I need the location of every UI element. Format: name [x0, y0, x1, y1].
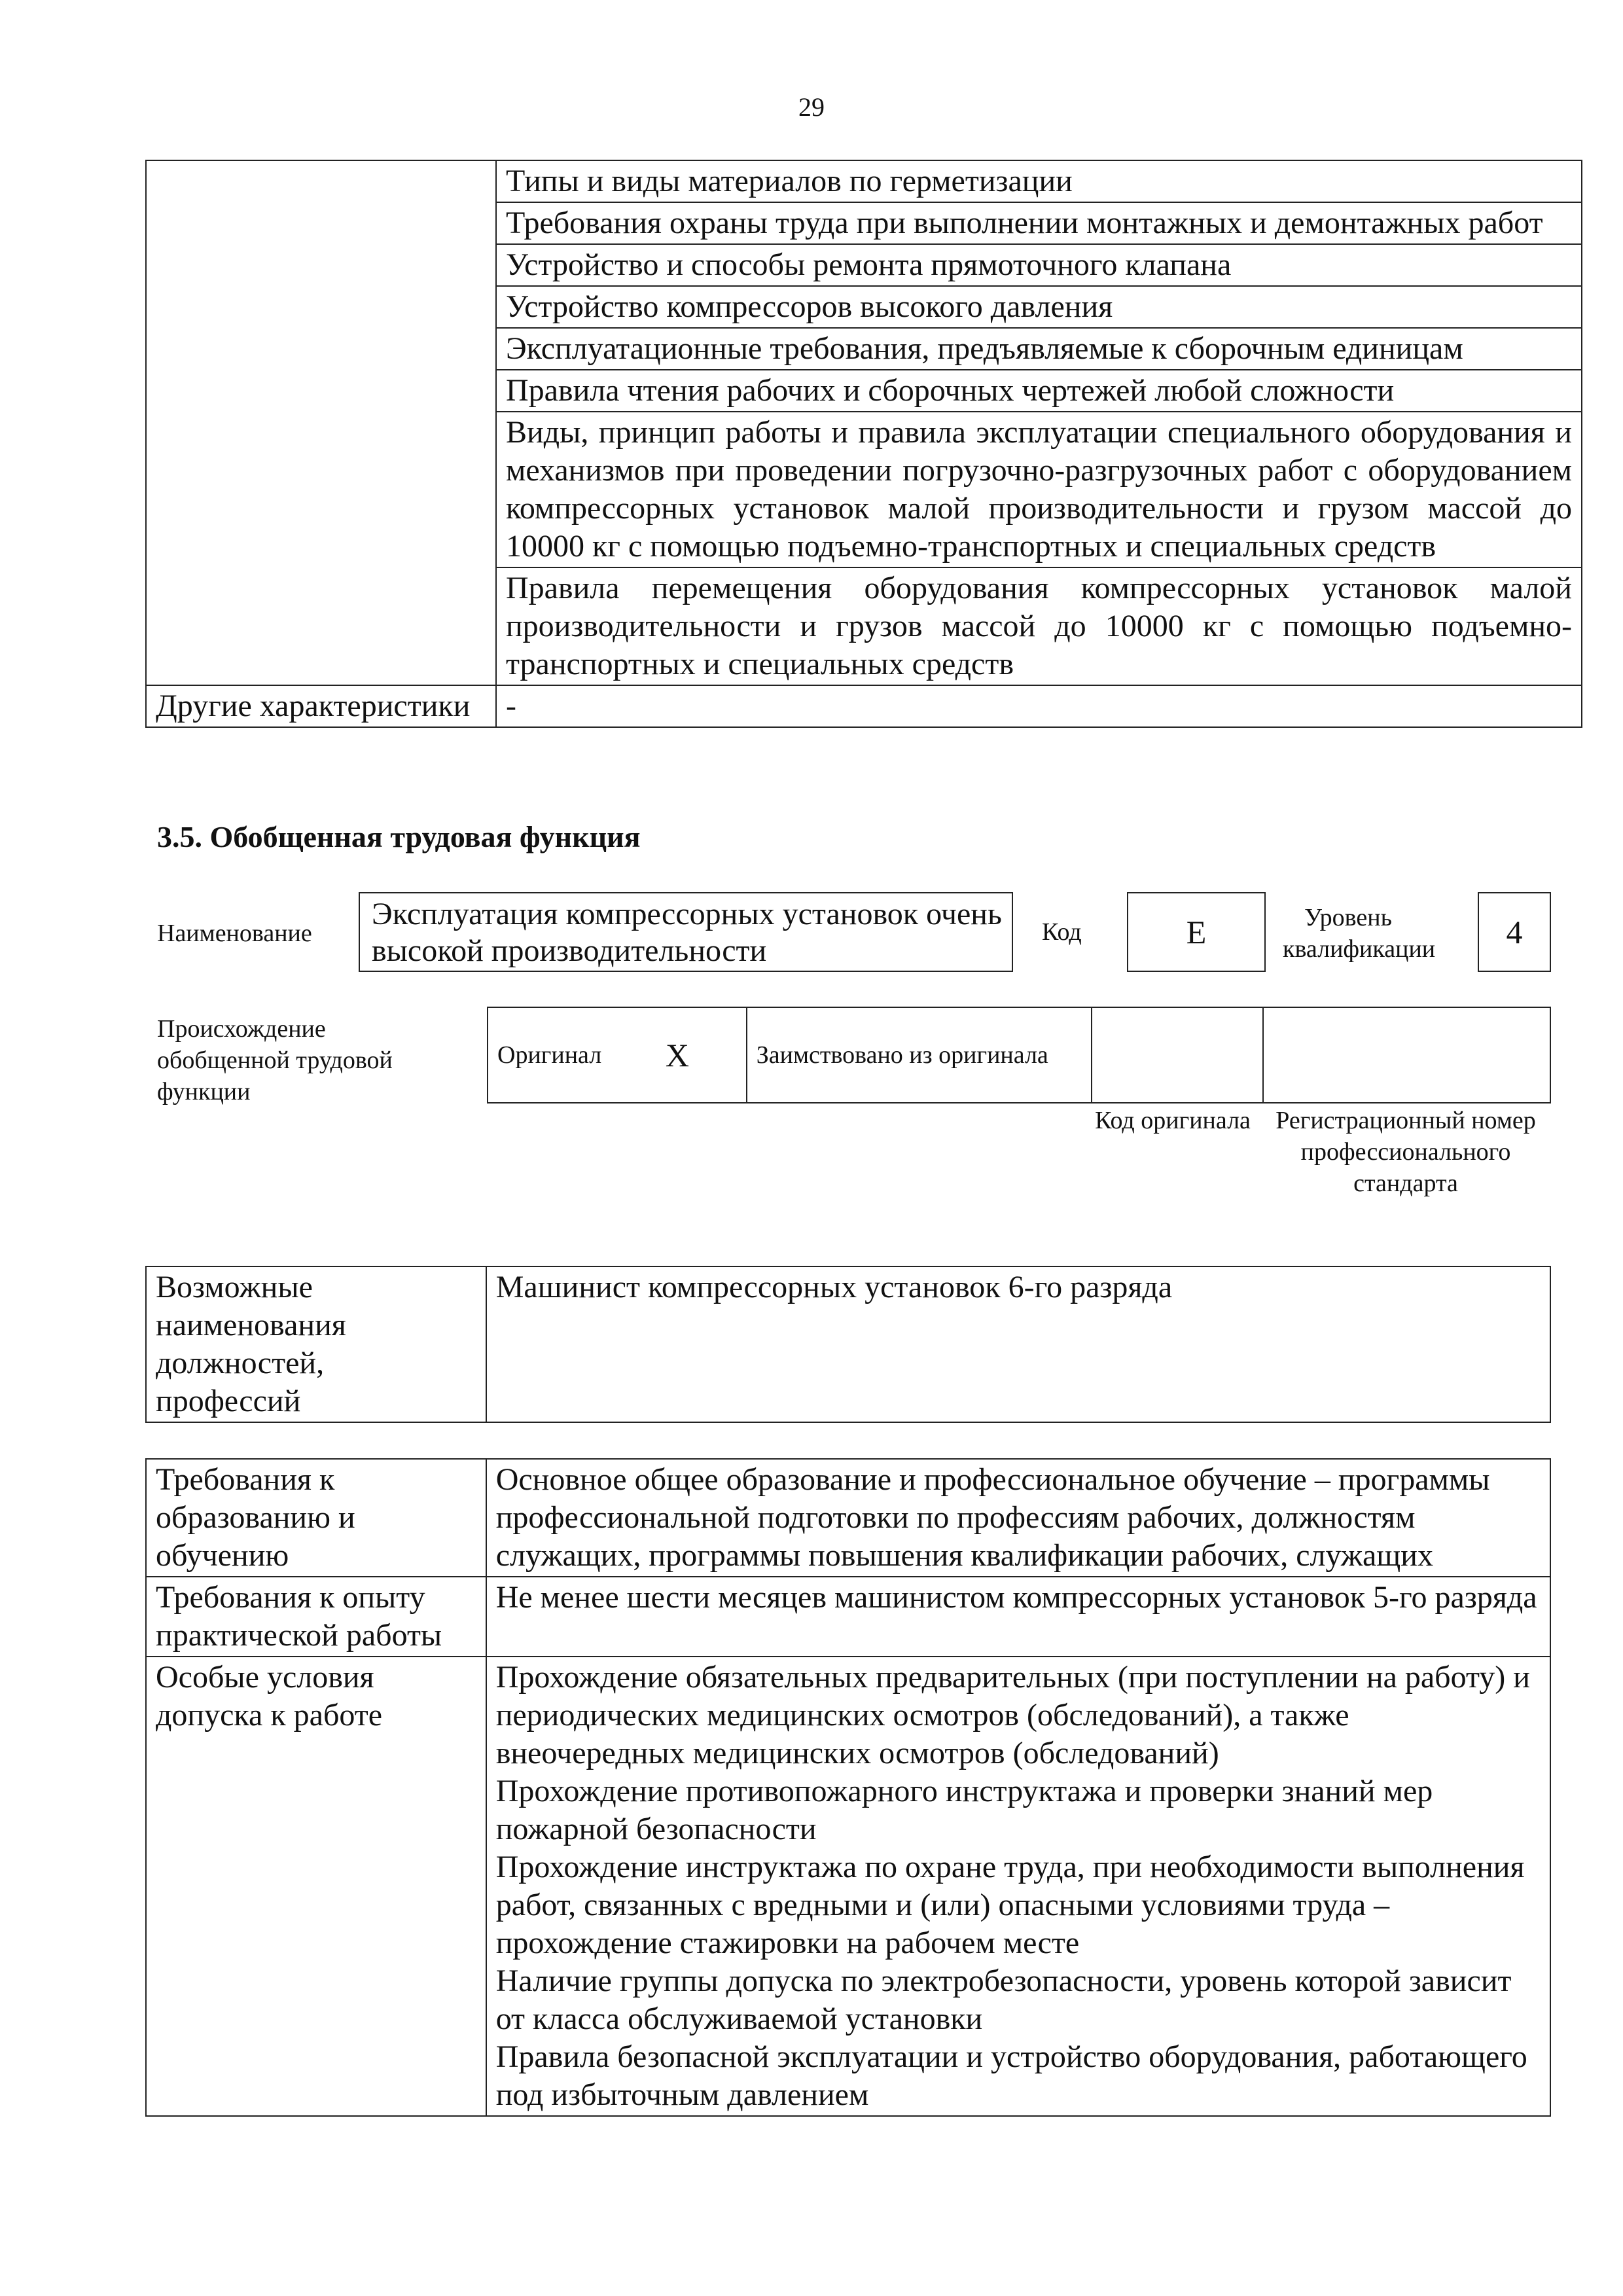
- registration-number-cell: [1263, 1007, 1550, 1103]
- positions-label: Возможные наименования должностей, профессий: [146, 1266, 486, 1422]
- empty-label-cell: [146, 160, 496, 685]
- other-characteristics-label: Другие характеристики: [146, 685, 496, 727]
- positions-value: Машинист компрессорных установок 6-го разряда: [486, 1266, 1550, 1422]
- positions-table: [145, 1266, 1551, 1423]
- section-title: 3.5. Обобщенная трудовая функция: [157, 820, 641, 853]
- level-label: Уровень квалификации: [1283, 904, 1436, 963]
- education-requirements-label: Требования к образованию и обучению: [146, 1459, 486, 1577]
- requirements-table: [145, 1458, 1551, 2117]
- naming-value: Эксплуатация компрессорных установок очень высокой производительности: [372, 897, 1002, 968]
- registration-number-caption: Регистрационный номер профессионального стандарта: [1275, 1107, 1536, 1197]
- original-label: Оригинал: [488, 1007, 656, 1103]
- naming-label: Наименование: [157, 920, 312, 947]
- knowledge-item: Виды, принцип работы и правила эксплуатации специального оборудования и механизмов при проведении погрузочно-разгрузочных работ с оборудованием компрессорных установок малой производительности и грузом массой до 10000 кг с помощью подъемно-транспортных и специальных средств: [496, 412, 1582, 567]
- knowledge-item: Правила чтения рабочих и сборочных чертежей любой сложности: [496, 370, 1582, 412]
- level-value: 4: [1506, 914, 1523, 950]
- other-characteristics-value: -: [496, 685, 1582, 727]
- origin-table: [487, 1007, 1551, 1103]
- original-mark: X: [656, 1007, 747, 1103]
- original-code-caption: Код оригинала: [1095, 1107, 1251, 1134]
- knowledge-item: Требования охраны труда при выполнении монтажных и демонтажных работ: [496, 202, 1582, 244]
- requirement-line: Не менее шести месяцев машинистом компрессорных установок 5-го разряда: [495, 1580, 1537, 1615]
- knowledge-table: [145, 160, 1582, 728]
- requirement-line: Правила безопасной эксплуатации и устройство оборудования, работающего под избыточным давлением: [495, 2039, 1527, 2112]
- borrowed-label: Заимствовано из оригинала: [747, 1007, 1092, 1103]
- code-box: [1127, 892, 1266, 972]
- level-box: [1478, 892, 1551, 972]
- knowledge-item: Правила перемещения оборудования компрессорных установок малой производительности и грузов массой до 10000 кг с помощью подъемно-транспортных и специальных средств: [496, 567, 1582, 685]
- original-code-cell: [1092, 1007, 1263, 1103]
- knowledge-item: Типы и виды материалов по герметизации: [496, 160, 1582, 202]
- requirement-line: Прохождение обязательных предварительных (при поступлении на работу) и периодических медицинских осмотров (обследований), а также внеочередных медицинских осмотров (обследований): [495, 1660, 1530, 1770]
- experience-requirements-value: [486, 1577, 1550, 1657]
- knowledge-item: Устройство компрессоров высокого давления: [496, 286, 1582, 328]
- code-label: Код: [1042, 918, 1082, 946]
- experience-requirements-label: Требования к опыту практической работы: [146, 1577, 486, 1657]
- page-number: 29: [798, 92, 825, 122]
- education-requirements-value: [486, 1459, 1550, 1577]
- requirement-line: Прохождение противопожарного инструктажа и проверки знаний мер пожарной безопасности: [495, 1774, 1433, 1846]
- knowledge-item: Устройство и способы ремонта прямоточного клапана: [496, 244, 1582, 286]
- admission-conditions-label: Особые условия допуска к работе: [146, 1657, 486, 2116]
- requirement-line: Наличие группы допуска по электробезопасности, уровень которой зависит от класса обслуживаемой установки: [495, 1964, 1512, 2036]
- origin-label: Происхождение обобщенной трудовой функции: [157, 1015, 393, 1105]
- code-value: E: [1186, 914, 1207, 950]
- naming-box: [359, 892, 1013, 972]
- knowledge-item: Эксплуатационные требования, предъявляемые к сборочным единицам: [496, 328, 1582, 370]
- admission-conditions-value: [486, 1657, 1550, 2116]
- requirement-line: Прохождение инструктажа по охране труда, при необходимости выполнения работ, связанных с вредными и (или) опасными условиями труда – прохождение стажировки на рабочем месте: [495, 1850, 1525, 1960]
- requirement-line: Основное общее образование и профессиональное обучение – программы профессиональной подготовки по профессиям рабочих, должностям служащих, программы повышения квалификации рабочих, служащих: [495, 1462, 1490, 1573]
